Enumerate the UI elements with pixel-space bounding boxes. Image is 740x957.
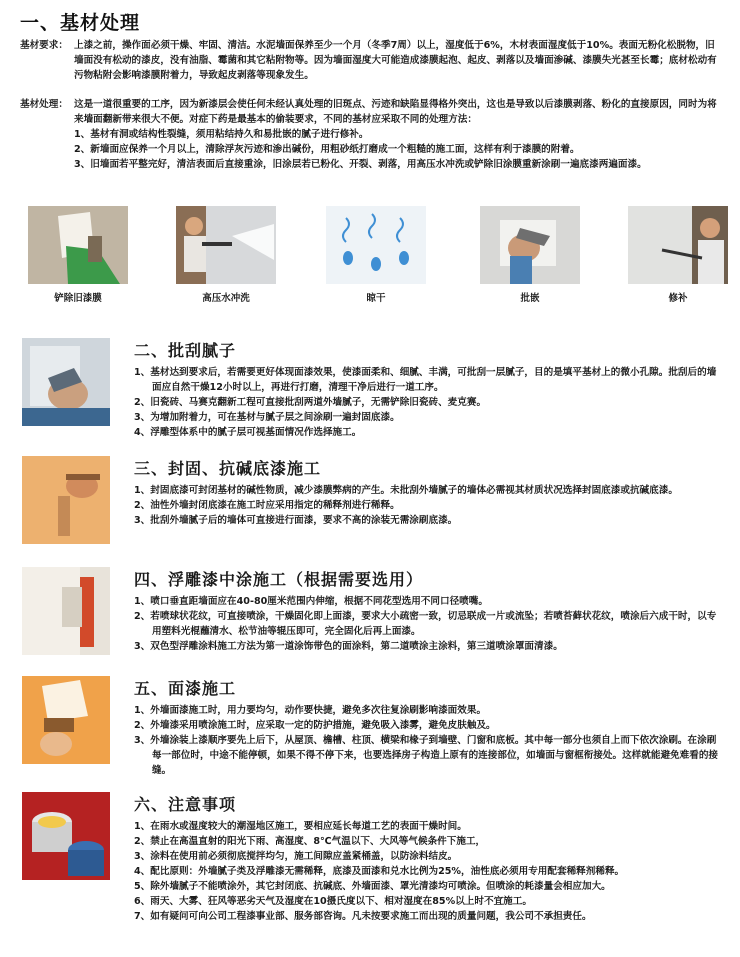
list-item: 3、涂料在使用前必须彻底搅拌均匀，施工间隙应盖紧桶盖，以防涂料结皮。 — [134, 851, 458, 862]
list-item: 3、为增加附着力，可在基材与腻子层之间涂刷一遍封固底漆。 — [134, 412, 400, 423]
list-item: 3、外墙涂装上漆顺序要先上后下，从屋顶、檐槽、柱顶、横梁和椽子到墙壁、门窗和底板。其中每一部分也须自上而下依次涂刷。在涂刷每一部位时，中途不能停顿，如果不得不停下来，也要选择房子构造上原有的连接部位，如墙面与窗框衔接处。这样就能避免难看的接缝。 — [134, 735, 719, 776]
list-item: 4、配比原则：外墙腻子类及浮雕漆无需稀释，底漆及面漆和兑水比例为25%，油性底必须用专用配套稀释剂稀释。 — [134, 866, 625, 877]
substrate-requirements — [20, 38, 725, 83]
requirements-text: 上漆之前，操作面必须干燥、牢固、清洁。水泥墙面保养至少一个月（冬季7周）以上，湿度低于6%，木材表面湿度低于10%。表面无粉化松脱物，旧墙面没有松动的漆皮，没有油脂、霉菌和其它粘附物等。因为墙面湿度大可能造成漆膜起泡、起皮、剥落以及墙面渗碱、漆膜失光甚至长霉；底材松动有污物粘附会影响漆膜附着力，导致起皮剥落等现象发生。 — [74, 40, 717, 81]
list-item: 6、雨天、大雾、狂风等恶劣天气及湿度在10摄氏度以下、相对湿度在85%以上时不宜施工。 — [134, 896, 532, 907]
list-item: 2、旧瓷砖、马赛克翻新工程可直接批刮两道外墙腻子，无需铲除旧瓷砖、麦克赛。 — [134, 397, 487, 408]
scraping-photo — [28, 206, 128, 284]
putty-photo — [22, 338, 110, 426]
list-item: 2、若喷球状花纹，可直接喷涂，干燥固化即上面漆，要求大小疏密一致，切忌联成一片或流坠；若喷苔藓状花纹，喷涂后六成干时，以专用塑料光棍蘸清水、松节油等辊压即可，完全固化后再上面漆。 — [134, 611, 717, 637]
photo-fill — [480, 206, 580, 304]
list-item: 2、油性外墙封闭底漆在施工时应采用指定的稀释剂进行稀释。 — [134, 500, 400, 511]
repair-photo — [628, 206, 728, 284]
list-item: 1、封固底漆可封闭基材的碱性物质，减少漆膜弊病的产生。未批刮外墙腻子的墙体必需视其材质状况选择封固底漆或抗碱底漆。 — [134, 485, 678, 496]
photo-pressure-wash — [176, 206, 276, 304]
list-item: 1、外墙面漆施工时，用力要均匀，动作要快捷，避免多次往复涂刷影响漆面效果。 — [134, 705, 487, 716]
topcoat-photo — [22, 676, 110, 764]
photo-caption: 铲除旧漆膜 — [54, 293, 102, 304]
section-4-title: 四、浮雕漆中涂施工（根据需要选用） — [134, 570, 424, 589]
section-3-title: 三、封固、抗碱底漆施工 — [134, 459, 322, 478]
process-photo-row — [28, 206, 728, 306]
section-6-list — [134, 819, 724, 924]
photo-caption: 高压水冲洗 — [202, 293, 250, 304]
list-item: 3、旧墙面若平整完好，清洁表面后直接重涂，旧涂层若已粉化、开裂、剥落，用高压水冲洗或铲除旧涂膜重新涂刷一遍底漆两遍面漆。 — [74, 159, 647, 170]
drying-photo — [326, 206, 426, 284]
list-item: 2、外墙漆采用喷涂施工时，应采取一定的防护措施，避免吸入漆雾，避免皮肤触及。 — [134, 720, 496, 731]
photo-repair — [628, 206, 728, 304]
list-item: 5、除外墙腻子不能喷涂外，其它封闭底、抗碱底、外墙面漆、罩光清漆均可喷涂。但喷涂的耗漆量会相应加大。 — [134, 881, 611, 892]
section-1-title: 一、基材处理 — [20, 12, 141, 34]
texture-coat-photo — [22, 567, 110, 655]
substrate-treatment — [20, 97, 725, 172]
treatment-text: 这是一道很重要的工序，因为新漆层会使任何未经认真处理的旧斑点、污迹和缺陷显得格外突出，这也是导致以后漆膜剥落、粉化的直接原因，同时为将来墙面翻新带来很大不便。对症下药是最基本的偷装要求，不同的基材应采取不同的处理方法： — [74, 99, 717, 125]
list-item: 3、双色型浮雕涂料施工方法为第一道涂饰带色的面涂料，第二道喷涂主涂料，第三道喷涂罩面清漆。 — [134, 641, 563, 652]
pressure-washing-photo — [176, 206, 276, 284]
list-item: 1、基材有洞或结构性裂缝，须用粘结持久和易批嵌的腻子进行修补。 — [74, 129, 369, 140]
section-2-title: 二、批刮腻子 — [134, 341, 237, 360]
section-5-title: 五、面漆施工 — [134, 679, 237, 698]
section-3-list — [134, 483, 724, 528]
treatment-label: 基材处理： — [20, 99, 68, 110]
list-item: 1、在雨水或湿度较大的潮湿地区施工，要相应延长每道工艺的表面干燥时间。 — [134, 821, 467, 832]
list-item: 3、批刮外墙腻子后的墙体可直接进行面漆，要求不高的涂装无需涂刷底漆。 — [134, 515, 458, 526]
list-item: 2、新墙面应保养一个月以上，清除浮灰污迹和渗出碱份，用粗砂纸打磨成一个粗糙的施工面，这样有利于漆膜的附着。 — [74, 144, 580, 155]
list-item: 2、禁止在高温直射的阳光下雨、高湿度、8℃气温以下、大风等气候条件下施工， — [134, 836, 486, 847]
filling-photo — [480, 206, 580, 284]
photo-caption: 修补 — [668, 293, 688, 304]
photo-caption: 批嵌 — [520, 293, 540, 304]
section-4-list — [134, 594, 724, 654]
treatment-list — [74, 127, 722, 172]
list-item: 1、基材达到要求后，若需要更好体现面漆效果，使漆面柔和、细腻、丰满，可批刮一层腻子，目的是填平基材上的微小孔隙。批刮后的墙面应自然干燥12小时以上，再进行打磨，清理干净后进行一道工序。 — [134, 367, 717, 393]
list-item: 7、如有疑问可向公司工程漆事业部、服务部咨询。凡未按要求施工而出现的质量问题，我公司不承担责任。 — [134, 911, 592, 922]
paint-cans-photo — [22, 792, 110, 880]
photo-dry — [326, 206, 426, 304]
requirements-label: 基材要求： — [20, 40, 68, 51]
primer-photo — [22, 456, 110, 544]
section-6-title: 六、注意事项 — [134, 795, 237, 814]
list-item: 1、喷口垂直距墙面应在40-80厘米范围内伸缩，根据不同花型选用不同口径喷嘴。 — [134, 596, 488, 607]
photo-caption: 晾干 — [366, 293, 386, 304]
section-5-list — [134, 703, 724, 778]
photo-scrape-old-paint — [28, 206, 128, 304]
section-2-list — [134, 365, 724, 440]
list-item: 4、浮雕型体系中的腻子层可视基面情况作选择施工。 — [134, 427, 362, 438]
